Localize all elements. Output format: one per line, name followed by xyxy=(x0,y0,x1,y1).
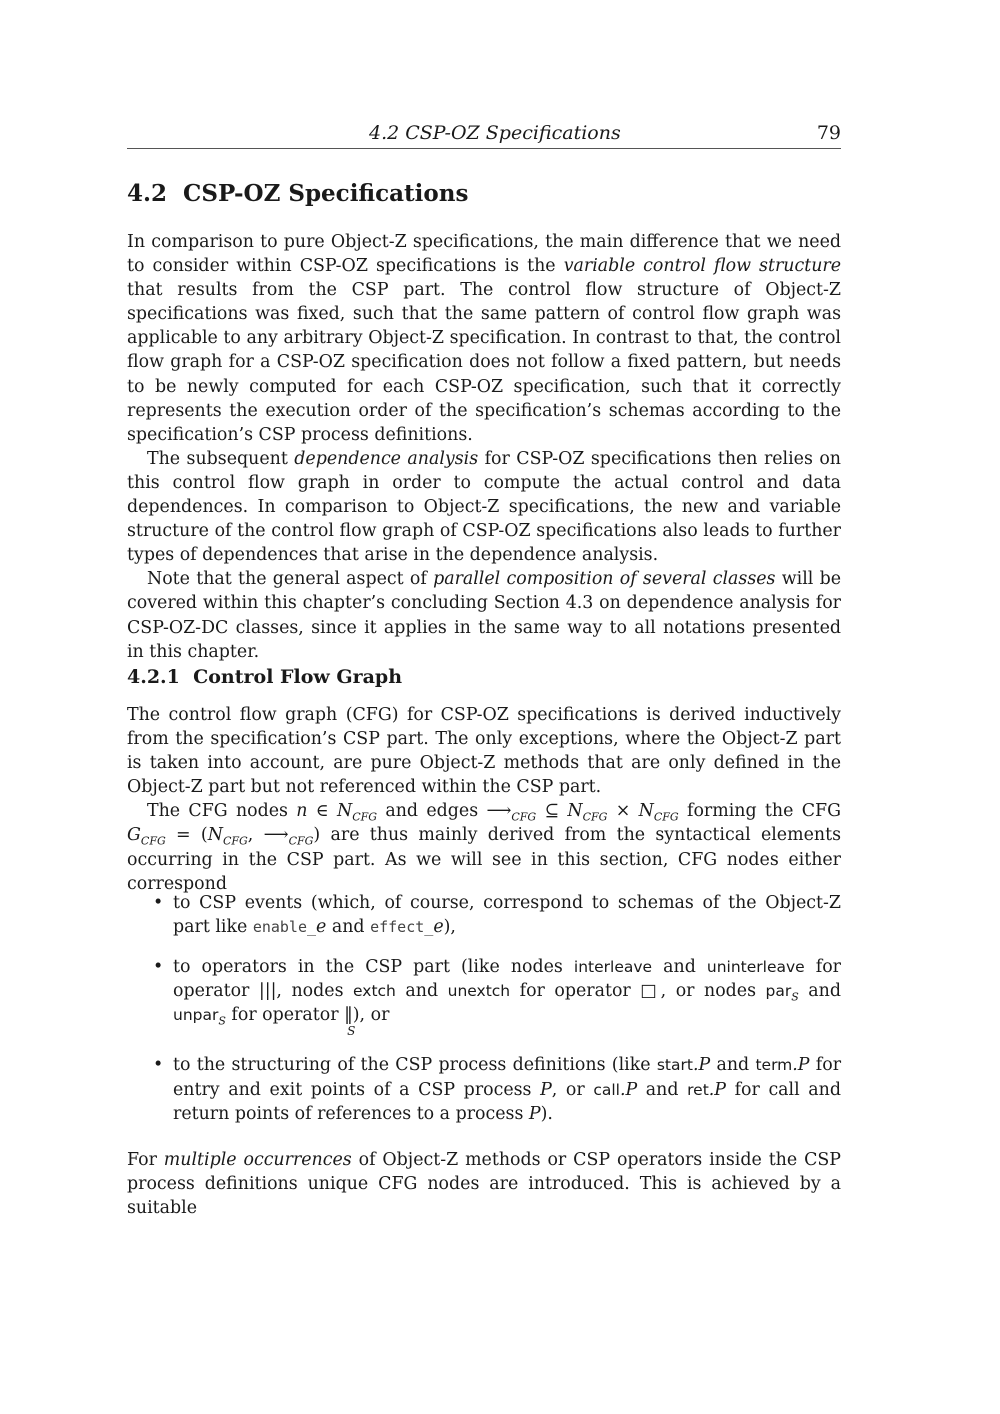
subsection-number: 4.2.1 xyxy=(127,666,180,688)
section-title: CSP-OZ Specifications xyxy=(183,180,469,207)
list-item: • to CSP events (which, of course, correspond to schemas of the Object-Z part like enable_e and effect_e), xyxy=(153,893,841,938)
parallel-operator: ‖ S xyxy=(344,1005,356,1039)
emphasis: parallel composition of several classes xyxy=(433,569,776,590)
page-number: 79 xyxy=(816,122,841,144)
paragraph-1: In comparison to pure Object-Z specifications, the main difference that we need to consider within CSP-OZ specifications is the variable control flow structure that results from the CSP part. The control flow structure of Object-Z specifications was fixed, such that the same pattern of control flow graph was applicable to any arbitrary Object-Z specification. In contrast to that, the control flow graph for a CSP-OZ specification does not follow a fixed pattern, but needs to be newly computed for each CSP-OZ specification, such that it correctly represents the execution order of the specification’s schemas according to the specification’s CSP process definitions. xyxy=(127,232,841,445)
running-header xyxy=(127,120,841,149)
paragraph-5: The CFG nodes n ∈ $N_{CFG}$ and edges $⟶_{CFG}$ ⊆ $N_{CFG} \times N_{CFG}$ forming the CFG $G_{CFG} = (N_{CFG}$, $⟶_{CFG}$) are thus mainly derived from the syntactical elements occurring in the CSP part. As we will see in this section, CFG nodes either correspond xyxy=(127,801,841,894)
subsection-body xyxy=(127,703,841,896)
paragraph-3: Note that the general aspect of parallel composition of several classes will be covered within this chapter’s concluding Section 4.3 on dependence analysis for CSP-OZ-DC classes, since it applies in the same way to all notations presented in this chapter. xyxy=(127,569,841,662)
list-item: • to the structuring of the CSP process definitions (like start.P and term.P for entry and exit points of a CSP process P, or call.P and ret.P for call and return points of references to a process P). xyxy=(153,1055,842,1124)
subsection-title: Control Flow Graph xyxy=(193,666,403,688)
section-body xyxy=(127,230,841,664)
section-number: 4.2 xyxy=(127,180,168,207)
bullet-list xyxy=(127,891,841,1126)
emphasis: dependence analysis xyxy=(294,448,479,469)
paragraph-6: For multiple occurrences of Object-Z methods or CSP operators inside the CSP process definitions unique CFG nodes are introduced. This is achieved by a suitable xyxy=(127,1150,841,1219)
emphasis: variable control flow structure xyxy=(563,256,841,277)
subsection-heading xyxy=(127,666,841,688)
section-heading xyxy=(127,180,468,207)
paragraph-2: The subsequent dependence analysis for CSP-OZ specifications then relies on this control flow graph in order to compute the actual control and data dependences. In comparison to Object-Z specifications, the new and variable structure of the control flow graph of CSP-OZ specifications also leads to further types of dependences that arise in the dependence analysis. xyxy=(127,448,842,566)
paragraph-4: The control flow graph (CFG) for CSP-OZ specifications is derived inductively from the specification’s CSP part. The only exceptions, where the Object-Z part is taken into account, are pure Object-Z methods that are only defined in the Object-Z part but not referenced within the CSP part. xyxy=(127,705,841,798)
emphasis: multiple occurrences xyxy=(163,1150,352,1170)
closing-body xyxy=(127,1148,841,1220)
list-item: • to operators in the CSP part (like nodes interleave and uninterleave for operator |||, nodes extch and unextch for operator □, or nodes par$_S$ and unpar$_S$ for operator ‖ S ), or xyxy=(153,957,842,1039)
running-header-title: 4.2 CSP-OZ Specifications xyxy=(369,122,621,144)
